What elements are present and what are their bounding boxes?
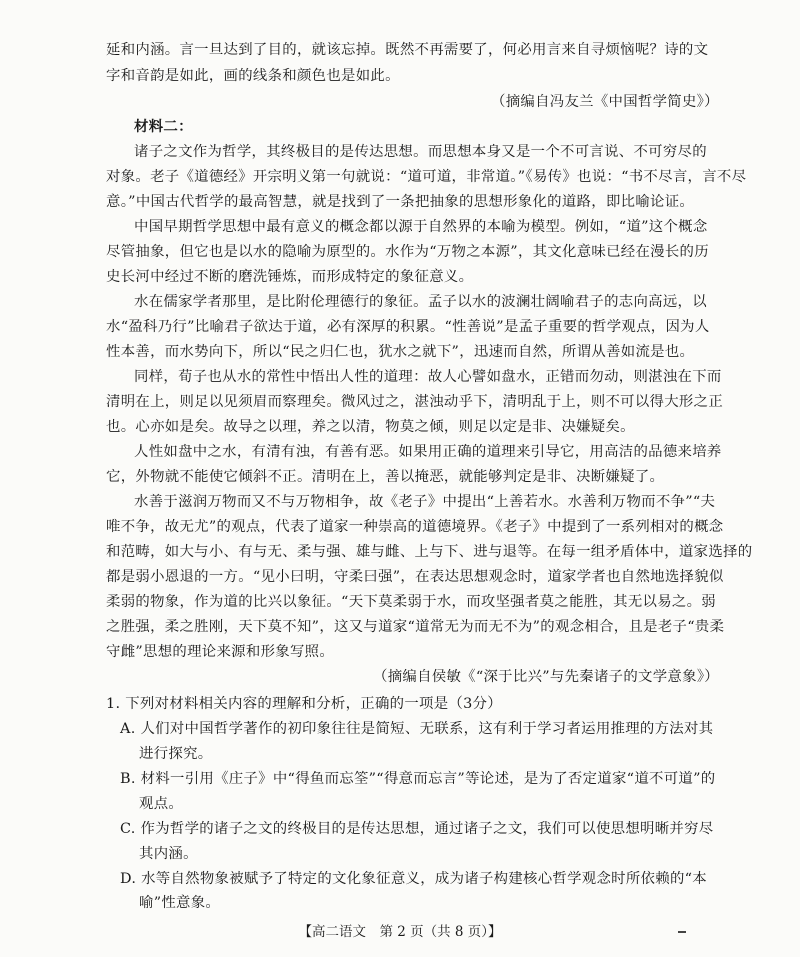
question-1-option-b: B. 材料一引用《庄子》中“得鱼而忘筌”“得意而忘言”等论述，是为了否定道家“道不可道”的 <box>120 771 716 787</box>
paragraph-line: 清明在上，则足以见须眉而察理矣。微风过之，湛浊动乎下，清明乱于上，则不可以得大形之正 <box>106 394 724 410</box>
paragraph-line: 同样，荀子也从水的常性中悟出人性的道理：故人心譬如盘水，正错而勿动，则湛浊在下而 <box>134 369 722 385</box>
paragraph-line: 意。”中国古代哲学的最高智慧，就是找到了一条把抽象的思想形象化的道路，即比喻论证。 <box>106 194 695 210</box>
paragraph-line: 守雌”思想的理论来源和形象写照。 <box>106 644 335 660</box>
paragraph-line: 尽管抽象，但它也是以水的隐喻为原型的。水作为“万物之本源”，其文化意味已经在漫长的历 <box>106 244 709 260</box>
paragraph-line: 人性如盘中之水，有清有浊，有善有恶。如果用正确的道理来引导它，用高洁的品德来培养 <box>134 444 722 460</box>
continuation-line-1: 延和内涵。言一旦达到了目的，就该忘掉。既然不再需要了，何必用言来自寻烦恼呢？诗的文 <box>106 42 709 58</box>
question-1-option-d-cont: 喻”性意象。 <box>139 895 221 911</box>
question-1-option-c: C. 作为哲学的诸子之文的终极目的是传达思想，通过诸子之文，我们可以使思想明晰并穷尽 <box>120 821 714 837</box>
paragraph-line: 都是弱小恩退的一方。“见小曰明，守柔曰强”，在表达思想观念时，道家学者也自然地选择貌似 <box>106 569 724 585</box>
source-citation-1: （摘编自冯友兰《中国哲学简史》） <box>491 94 719 110</box>
paragraph-line: 之胜强，柔之胜刚，天下莫不知”，这又与道家“道常无为而无不为”的观念相合，且是老子“贵柔 <box>106 619 725 635</box>
question-1-option-c-cont: 其内涵。 <box>139 846 198 862</box>
source-citation-2: （摘编自侯敏《“深于比兴”与先秦诸子的文学意象》） <box>373 669 719 685</box>
question-1-option-b-cont: 观点。 <box>139 796 184 812</box>
paragraph-line: 对象。老子《道德经》开宗明义第一句就说：“道可道，非常道。”《易传》也说：“书不尽言，言不尽 <box>106 169 747 185</box>
material2-heading: 材料二： <box>134 118 193 135</box>
paragraph-line: 柔弱的物象，作为道的比兴以象征。“天下莫柔弱于水，而攻坚强者莫之能胜，其无以易之。弱 <box>106 594 716 610</box>
paragraph-line: 和范畴，如大与小、有与无、柔与强、雄与雌、上与下、进与退等。在每一组矛盾体中，道家选择的 <box>106 544 753 560</box>
question-1-option-a-cont: 进行探究。 <box>139 746 213 762</box>
paragraph-line: 它，外物就不能使它倾斜不正。清明在上，善以掩恶，就能够判定是非、决断嫌疑了。 <box>106 469 665 485</box>
paragraph-line: 性本善，而水势向下，所以“民之归仁也，犹水之就下”，迅速而自然，所谓从善如流是也。 <box>106 344 695 360</box>
paragraph-line: 水善于滋润万物而又不与万物相争，故《老子》中提出“上善若水。水善利万物而不争”“夫 <box>134 494 716 510</box>
paragraph-line: 史长河中经过不断的磨洗锤炼，而形成特定的象征意义。 <box>106 269 474 285</box>
question-1-option-a: A. 人们对中国哲学著作的初印象往往是简短、无联系，这有利于学习者运用推理的方法对其 <box>120 721 714 737</box>
question-1-stem: 1. 下列对材料相关内容的理解和分析，正确的一项是（3分） <box>106 696 502 712</box>
paragraph-line: 水“盈科乃行”比喻君子欲达于道，必有深厚的积累。“性善说”是孟子重要的哲学观点，因为人 <box>106 319 710 335</box>
paragraph-line: 唯不争，故无尤”的观点，代表了道家一种崇高的道德境界。《老子》中提到了一系列相对的概念 <box>106 519 724 535</box>
paragraph-line: 中国早期哲学思想中最有意义的概念都以源于自然界的本喻为模型。例如，“道”这个概念 <box>134 219 708 235</box>
paragraph-line: 诸子之文作为哲学，其终极目的是传达思想。而思想本身又是一个不可言说、不可穷尽的 <box>134 144 707 160</box>
continuation-line-2: 字和音韵是如此，画的线条和颜色也是如此。 <box>106 68 400 84</box>
paragraph-line: 水在儒家学者那里，是比附伦理德行的象征。孟子以水的波澜壮阔喻君子的志向高远，以 <box>134 294 707 310</box>
scan-mark <box>678 931 686 933</box>
paragraph-line: 也。心亦如是矣。故导之以理，养之以清，物莫之倾，则足以定是非、决嫌疑矣。 <box>106 419 635 435</box>
page-footer: 【高二语文 第 2 页（共 8 页）】 <box>298 924 502 940</box>
question-1-option-d: D. 水等自然物象被赋予了特定的文化象征意义，成为诸子构建核心哲学观念时所依赖的“本 <box>120 871 707 887</box>
